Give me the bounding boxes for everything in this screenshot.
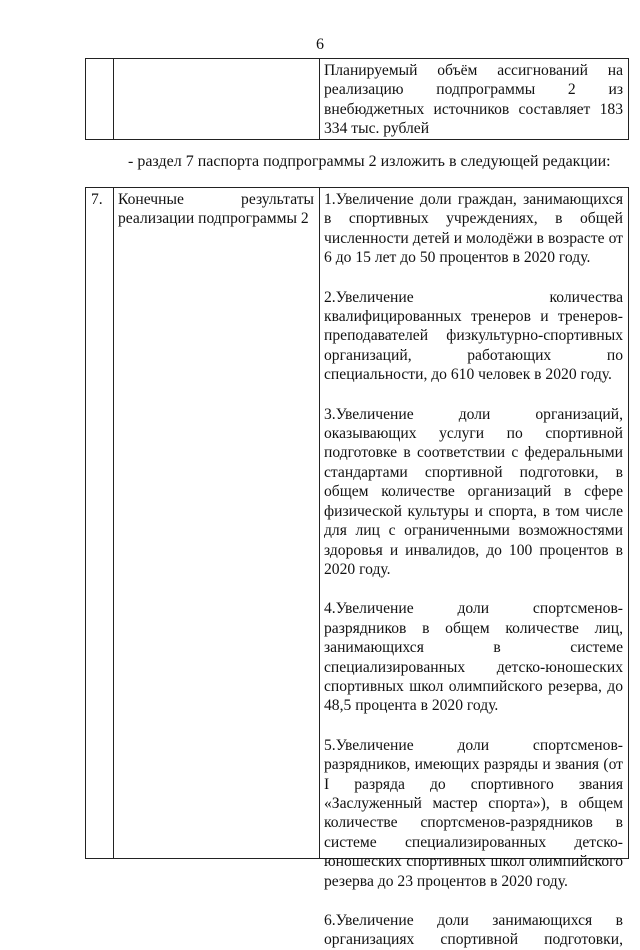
- table-cell-label: [114, 59, 320, 140]
- table-continuation: [85, 58, 629, 140]
- result-item-2: 2.Увеличение количества квалифицированных тренеров и тренеров-преподавателей физкультурно-спортивных организаций, работающих по специальности, до 610 человек в 2020 году.: [324, 288, 623, 384]
- table-cell-content: [320, 188, 629, 949]
- table-section-7: [85, 187, 629, 949]
- table-cell-label: [114, 188, 320, 859]
- page-number: 6: [316, 36, 324, 53]
- result-item-5: 5.Увеличение доли спортсменов-разрядников, имеющих разряды и звания (от I разряда до спортивного звания «Заслуженный мастер спорта»), в общем количестве спортсменов-разрядников в системе специализированных детско-юношеских спортивных школ олимпийского резерва до 23 процентов в 2020 году.: [324, 736, 623, 890]
- table-cell-number: [86, 188, 114, 859]
- funding-text: Планируемый объём ассигнований на реализацию подпрограммы 2 из внебюджетных источников составляет 183 334 тыс. рублей: [324, 62, 623, 138]
- table-cell-number: [86, 59, 114, 140]
- row-label: Конечные результаты реализации подпрограммы 2: [118, 191, 314, 228]
- table-cell-content: [320, 59, 629, 140]
- result-item-1: 1.Увеличение доли граждан, занимающихся в спортивных учреждениях, в общей численности детей и молодёжи в возрасте от 6 до 15 лет до 50 процентов в 2020 году.: [324, 191, 623, 267]
- intro-line: - раздел 7 паспорта подпрограммы 2 изложить в следующей редакции:: [128, 153, 611, 170]
- table-row: [86, 188, 629, 859]
- table-row: [86, 59, 629, 140]
- result-item-4: 4.Увеличение доли спортсменов-разрядников в общем количестве лиц, занимающихся в системе специализированных детско-юношеских спортивных школ олимпийского резерва, до 48,5 процента в 2020 году.: [324, 600, 623, 715]
- result-item-6: 6.Увеличение доли занимающихся в организациях спортивной подготовки,: [324, 912, 623, 949]
- result-item-3: 3.Увеличение доли организаций, оказывающих услуги по спортивной подготовке в соответствии с федеральными стандартами спортивной подготовки, в общем количестве организаций в сфере физической культуры и спорта, в том числе для лиц с ограниченными возможностями здоровья и инвалидов, до 100 процентов в 2020 году.: [324, 405, 623, 578]
- row-number: 7.: [91, 191, 103, 208]
